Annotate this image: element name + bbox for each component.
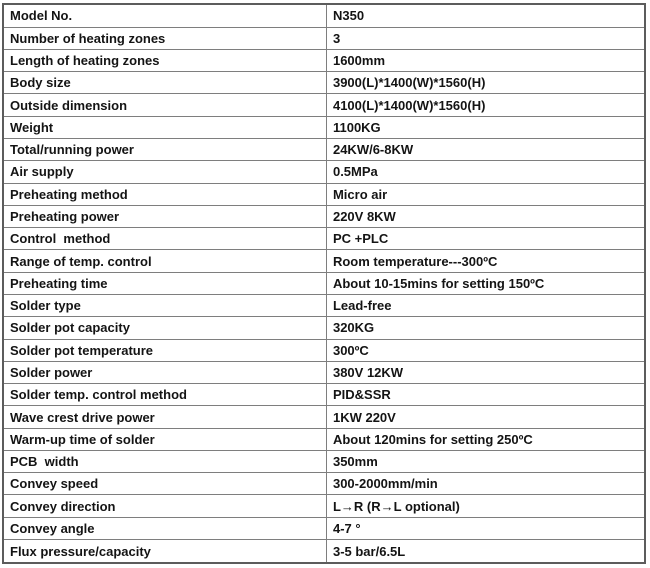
spec-value-cell: 380V 12KW [326,361,645,383]
spec-label-cell: Preheating method [3,183,326,205]
table-row [3,317,645,339]
spec-value-cell: 0.5MPa [326,161,645,183]
spec-label-cell: Solder type [3,294,326,316]
table-row [3,72,645,94]
table-row [3,4,645,27]
spec-sheet [2,3,646,564]
spec-label-cell: Total/running power [3,138,326,160]
spec-value-cell: PID&SSR [326,384,645,406]
table-row [3,517,645,539]
spec-value-cell: PC +PLC [326,228,645,250]
table-row [3,361,645,383]
table-row [3,294,645,316]
spec-label-cell: Convey direction [3,495,326,517]
spec-label-cell: Control method [3,228,326,250]
spec-value-cell: 24KW/6-8KW [326,138,645,160]
spec-label-cell: Flux pressure/capacity [3,540,326,563]
table-row [3,27,645,49]
spec-value-cell: Room temperature---300ºC [326,250,645,272]
table-row [3,183,645,205]
spec-value-cell: 300-2000mm/min [326,473,645,495]
spec-value-cell: L→R (R→L optional) [326,495,645,517]
spec-value-cell: 1KW 220V [326,406,645,428]
spec-value-cell: 3 [326,27,645,49]
spec-label-cell: Air supply [3,161,326,183]
table-row [3,205,645,227]
spec-label-cell: Solder pot capacity [3,317,326,339]
spec-value-cell: N350 [326,4,645,27]
spec-label-cell: Preheating power [3,205,326,227]
spec-value-cell: 1100KG [326,116,645,138]
table-row [3,473,645,495]
table-row [3,428,645,450]
spec-value-cell: Lead-free [326,294,645,316]
spec-label-cell: Weight [3,116,326,138]
spec-value-cell: About 10-15mins for setting 150ºC [326,272,645,294]
spec-value-cell: 1600mm [326,49,645,71]
spec-label-cell: Solder power [3,361,326,383]
spec-value-cell: 4-7 ° [326,517,645,539]
spec-label-cell: Outside dimension [3,94,326,116]
table-row [3,116,645,138]
table-row [3,250,645,272]
spec-label-cell: Convey speed [3,473,326,495]
spec-label-cell: Preheating time [3,272,326,294]
spec-label-cell: Range of temp. control [3,250,326,272]
table-row [3,94,645,116]
spec-label-cell: PCB width [3,450,326,472]
table-row [3,339,645,361]
spec-value-cell: 3900(L)*1400(W)*1560(H) [326,72,645,94]
spec-label-cell: Solder temp. control method [3,384,326,406]
spec-label-cell: Convey angle [3,517,326,539]
spec-label-cell: Solder pot temperature [3,339,326,361]
table-row [3,228,645,250]
spec-label-cell: Wave crest drive power [3,406,326,428]
spec-label-cell: Body size [3,72,326,94]
table-row [3,49,645,71]
spec-label-cell: Number of heating zones [3,27,326,49]
spec-label-cell: Model No. [3,4,326,27]
spec-value-cell: 320KG [326,317,645,339]
spec-value-cell: About 120mins for setting 250ºC [326,428,645,450]
spec-value-cell: Micro air [326,183,645,205]
spec-value-cell: 350mm [326,450,645,472]
table-row [3,272,645,294]
table-row [3,495,645,517]
table-row [3,138,645,160]
table-row [3,450,645,472]
table-row [3,161,645,183]
table-row [3,540,645,563]
spec-label-cell: Warm-up time of solder [3,428,326,450]
spec-value-cell: 3-5 bar/6.5L [326,540,645,563]
table-row [3,384,645,406]
spec-value-cell: 220V 8KW [326,205,645,227]
spec-value-cell: 4100(L)*1400(W)*1560(H) [326,94,645,116]
spec-table [2,3,646,564]
spec-table-body [3,4,645,563]
spec-value-cell: 300ºC [326,339,645,361]
spec-label-cell: Length of heating zones [3,49,326,71]
table-row [3,406,645,428]
